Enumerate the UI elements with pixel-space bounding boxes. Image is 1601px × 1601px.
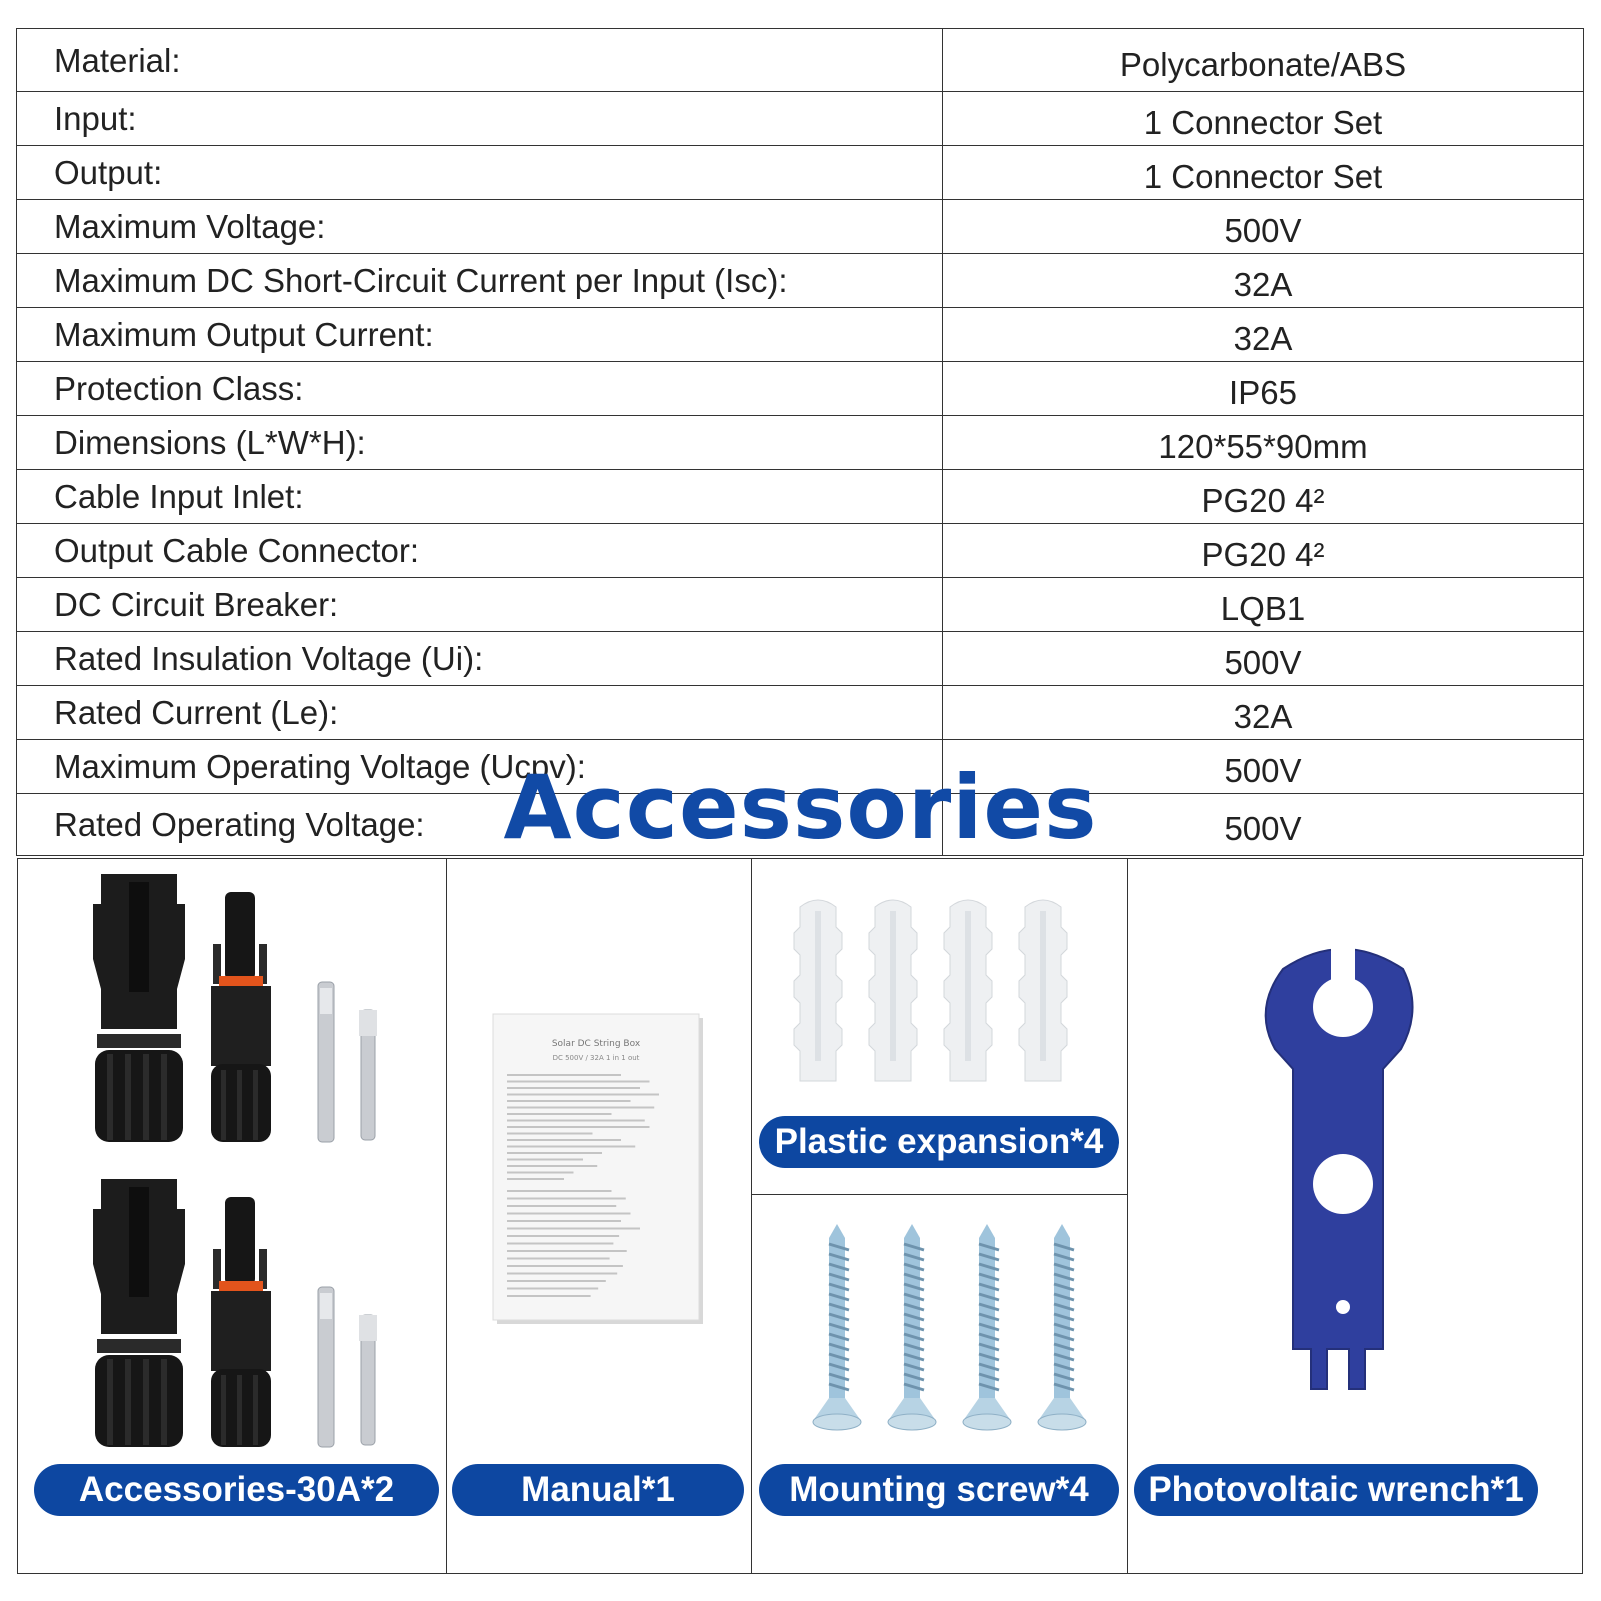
manual-text-line bbox=[507, 1159, 583, 1161]
spec-value: IP65 bbox=[943, 362, 1584, 416]
accessories-30a-label: Accessories-30A*2 bbox=[34, 1464, 439, 1516]
spec-label: Maximum Voltage: bbox=[17, 200, 943, 254]
spec-row bbox=[17, 146, 1584, 200]
manual-text-line bbox=[507, 1172, 574, 1174]
spec-row bbox=[17, 470, 1584, 524]
spec-value: Polycarbonate/ABS bbox=[943, 29, 1584, 92]
manual-text-line bbox=[507, 1243, 613, 1245]
manual-text-line bbox=[507, 1228, 640, 1230]
spec-value: 32A bbox=[943, 686, 1584, 740]
manual-text-line bbox=[507, 1235, 619, 1237]
spec-row bbox=[17, 686, 1584, 740]
spec-label: Rated Operating Voltage: bbox=[17, 794, 943, 856]
mc4-connectors-image bbox=[93, 874, 393, 1454]
spec-label: Dimensions (L*W*H): bbox=[17, 416, 943, 470]
manual-text-line bbox=[507, 1213, 631, 1215]
spec-value: 500V bbox=[943, 740, 1584, 794]
photovoltaic-wrench-label: Photovoltaic wrench*1 bbox=[1134, 1464, 1538, 1516]
manual-text-line bbox=[507, 1100, 631, 1102]
accessories-title: Accessories bbox=[503, 756, 1098, 859]
mounting-screws-image bbox=[803, 1224, 1093, 1449]
spec-label: Cable Input Inlet: bbox=[17, 470, 943, 524]
spec-value: 120*55*90mm bbox=[943, 416, 1584, 470]
manual-text-line bbox=[507, 1250, 627, 1252]
spec-table-body bbox=[17, 29, 1584, 856]
mounting-screw-label: Mounting screw*4 bbox=[759, 1464, 1119, 1516]
manual-text-line bbox=[507, 1081, 650, 1083]
spec-table bbox=[16, 28, 1584, 856]
manual-text-line bbox=[507, 1165, 597, 1167]
manual-text-line bbox=[507, 1120, 645, 1122]
spec-label: Rated Current (Le): bbox=[17, 686, 943, 740]
grid-divider bbox=[751, 859, 752, 1573]
spec-label: Material: bbox=[17, 29, 943, 92]
manual-label: Manual*1 bbox=[452, 1464, 744, 1516]
manual-text-line bbox=[507, 1094, 659, 1096]
manual-text-line bbox=[507, 1139, 621, 1141]
manual-text-line bbox=[507, 1295, 591, 1297]
spec-row bbox=[17, 632, 1584, 686]
spec-value: 500V bbox=[943, 632, 1584, 686]
spec-row bbox=[17, 362, 1584, 416]
spec-row bbox=[17, 254, 1584, 308]
manual-text-line bbox=[507, 1190, 612, 1192]
spec-row bbox=[17, 416, 1584, 470]
plastic-anchors-image bbox=[778, 899, 1098, 1089]
spec-row bbox=[17, 578, 1584, 632]
grid-divider bbox=[446, 859, 447, 1573]
manual-text-line bbox=[507, 1258, 610, 1260]
spec-row bbox=[17, 200, 1584, 254]
manual-text-line bbox=[507, 1280, 606, 1282]
manual-text-line bbox=[507, 1146, 635, 1148]
spec-value: LQB1 bbox=[943, 578, 1584, 632]
spec-label: Rated Insulation Voltage (Ui): bbox=[17, 632, 943, 686]
spec-value: 500V bbox=[943, 200, 1584, 254]
spec-label: Protection Class: bbox=[17, 362, 943, 416]
manual-text-line bbox=[507, 1220, 621, 1222]
spec-row bbox=[17, 29, 1584, 92]
spec-value: 1 Connector Set bbox=[943, 92, 1584, 146]
manual-text-line bbox=[507, 1265, 623, 1267]
spec-value: 32A bbox=[943, 254, 1584, 308]
manual-image bbox=[493, 1014, 703, 1324]
manual-text-line bbox=[507, 1205, 616, 1207]
spec-row bbox=[17, 92, 1584, 146]
spec-label: Maximum Operating Voltage (Ucpv): bbox=[17, 740, 943, 794]
spec-row bbox=[17, 524, 1584, 578]
spec-label: Output Cable Connector: bbox=[17, 524, 943, 578]
accessories-grid bbox=[17, 858, 1583, 1574]
spec-value: 500V bbox=[943, 794, 1584, 856]
manual-text-line bbox=[507, 1288, 598, 1290]
manual-subheading: DC 500V / 32A 1 in 1 out bbox=[552, 1054, 640, 1062]
manual-text-line bbox=[507, 1126, 650, 1128]
manual-text-line bbox=[507, 1133, 593, 1135]
grid-divider bbox=[751, 1194, 1127, 1195]
manual-text-line bbox=[507, 1273, 617, 1275]
manual-text-line bbox=[507, 1074, 621, 1076]
spec-label: Maximum Output Current: bbox=[17, 308, 943, 362]
spec-value: 1 Connector Set bbox=[943, 146, 1584, 200]
manual-text-line bbox=[507, 1113, 612, 1115]
manual-text-line bbox=[507, 1152, 602, 1154]
spec-value: PG20 4² bbox=[943, 470, 1584, 524]
spec-value: 32A bbox=[943, 308, 1584, 362]
manual-heading: Solar DC String Box bbox=[551, 1039, 641, 1049]
spec-value: PG20 4² bbox=[943, 524, 1584, 578]
manual-text-line bbox=[507, 1178, 564, 1180]
spec-label: DC Circuit Breaker: bbox=[17, 578, 943, 632]
spec-label: Maximum DC Short-Circuit Current per Input (Isc): bbox=[17, 254, 943, 308]
spec-label: Output: bbox=[17, 146, 943, 200]
manual-text-line bbox=[507, 1107, 654, 1109]
manual-text-line bbox=[507, 1087, 640, 1089]
grid-divider bbox=[1127, 859, 1128, 1573]
plastic-expansion-label: Plastic expansion*4 bbox=[759, 1116, 1119, 1168]
manual-text-line bbox=[507, 1198, 626, 1200]
spec-label: Input: bbox=[17, 92, 943, 146]
spec-row bbox=[17, 308, 1584, 362]
pv-wrench-image bbox=[1263, 939, 1423, 1399]
